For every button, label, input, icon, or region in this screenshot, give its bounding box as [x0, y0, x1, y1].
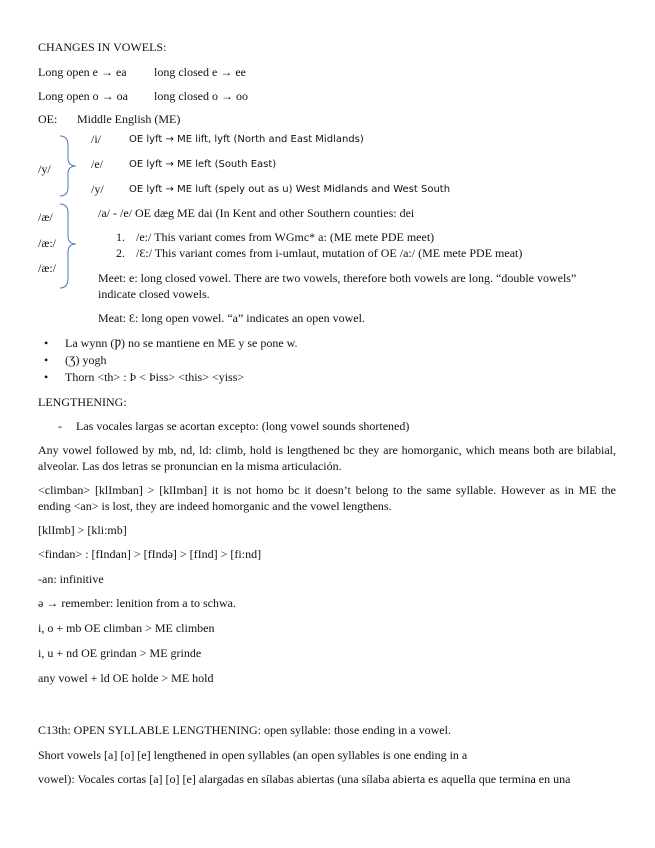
y-item-text-3: OE lyft → ME luft (spely out as u) West Midlands and West South	[129, 184, 451, 195]
bullet-dot: •	[44, 336, 49, 350]
bullet-wynn: La wynn (Ƿ) no se mantiene en ME y se pone w.	[65, 336, 298, 350]
y-item-sym-1: /i/	[91, 132, 102, 146]
bullet-dot: •	[44, 353, 49, 367]
long-o-open: Long open o → oa	[38, 89, 128, 103]
y-group-label: /y/	[38, 162, 51, 176]
meet-line-2: indicate closed vowels.	[98, 287, 210, 301]
ae-label-2: /æ:/	[38, 236, 57, 250]
long-o-closed: long closed o → oo	[154, 89, 248, 103]
heading-c13th: C13th: OPEN SYLLABLE LENGTHENING: open syllable: those ending in a vowel.	[38, 723, 451, 737]
line-schwa: ə → remember: lenition from a to schwa.	[38, 596, 236, 610]
bullet-dot: •	[44, 370, 49, 384]
dai-line: /a/ - /e/ OE dæg ME dai (In Kent and other Southern counties: dei	[98, 206, 415, 220]
line-holde: any vowel + ld OE holde > ME hold	[38, 671, 214, 685]
numbered-2-text: /Ɛ:/ This variant comes from i-umlaut, mutation of OE /a:/ (ME mete PDE meat)	[136, 246, 523, 260]
y-item-text-1: OE lyft → ME lift, lyft (North and East Midlands)	[129, 134, 364, 145]
y-item-text-2: OE lyft → ME left (South East)	[129, 159, 277, 170]
ae-label-1: /æ/	[38, 210, 53, 224]
me-label: Middle English (ME)	[77, 112, 181, 126]
dash-glyph: -	[58, 419, 62, 433]
heading-changes-in-vowels: CHANGES IN VOWELS:	[38, 40, 167, 54]
short-vowels-line-1: Short vowels [a] [o] [e] lengthened in open syllables (an open syllables is one ending in a	[38, 748, 468, 762]
paragraph-climban: <climban> [klImban] > [klImban] it is not homo bc it doesn’t belong to the same syllable. However as in ME the ending <an> is lost, they are indeed homorganic and the vowel lengthens.	[38, 483, 616, 513]
numbered-2-num: 2.	[116, 246, 125, 260]
oe-label: OE:	[38, 112, 58, 126]
meat-line: Meat: Ɛ: long open vowel. “a” indicates an open vowel.	[98, 311, 365, 325]
short-vowels-line-2: vowel): Vocales cortas [a] [o] [e] alargadas en sílabas abiertas (una sílaba abierta es aquella que termina en una	[38, 772, 571, 786]
numbered-1-num: 1.	[116, 230, 125, 244]
y-item-sym-2: /e/	[91, 157, 103, 171]
bullet-yogh: (Ʒ) yogh	[65, 353, 107, 367]
long-e-open: Long open e → ea	[38, 65, 127, 79]
line-infinitive: -an: infinitive	[38, 572, 104, 586]
ae-label-3: /æ:/	[38, 261, 57, 275]
line-grindan: i, u + nd OE grindan > ME grinde	[38, 646, 202, 660]
bullet-thorn: Thorn <th> : Þ < Þiss> <this> <yiss>	[65, 370, 245, 384]
numbered-1-text: /e:/ This variant comes from WGmc* a: (ME mete PDE meet)	[136, 230, 435, 244]
meet-line-1: Meet: e: long closed vowel. There are two vowels, therefore both vowels are long. “double vowels”	[98, 271, 577, 285]
line-climban: i, o + mb OE climban > ME climben	[38, 621, 215, 635]
dash-item: Las vocales largas se acortan excepto: (long vowel sounds shortened)	[76, 419, 410, 433]
long-e-closed: long closed e → ee	[154, 65, 246, 79]
line-klimb: [klImb] > [kli:mb]	[38, 523, 127, 537]
y-item-sym-3: /y/	[91, 182, 104, 196]
paragraph-homorganic: Any vowel followed by mb, nd, ld: climb, hold is lengthened bc they are homorganic, which means both are bilabial, alveolar. Las dos letras se pronuncian en la misma articulación.	[38, 443, 616, 473]
heading-lengthening: LENGTHENING:	[38, 395, 127, 409]
line-findan: <findan> : [fIndan] > [fIndə] > [fInd] > [fi:nd]	[38, 547, 262, 561]
